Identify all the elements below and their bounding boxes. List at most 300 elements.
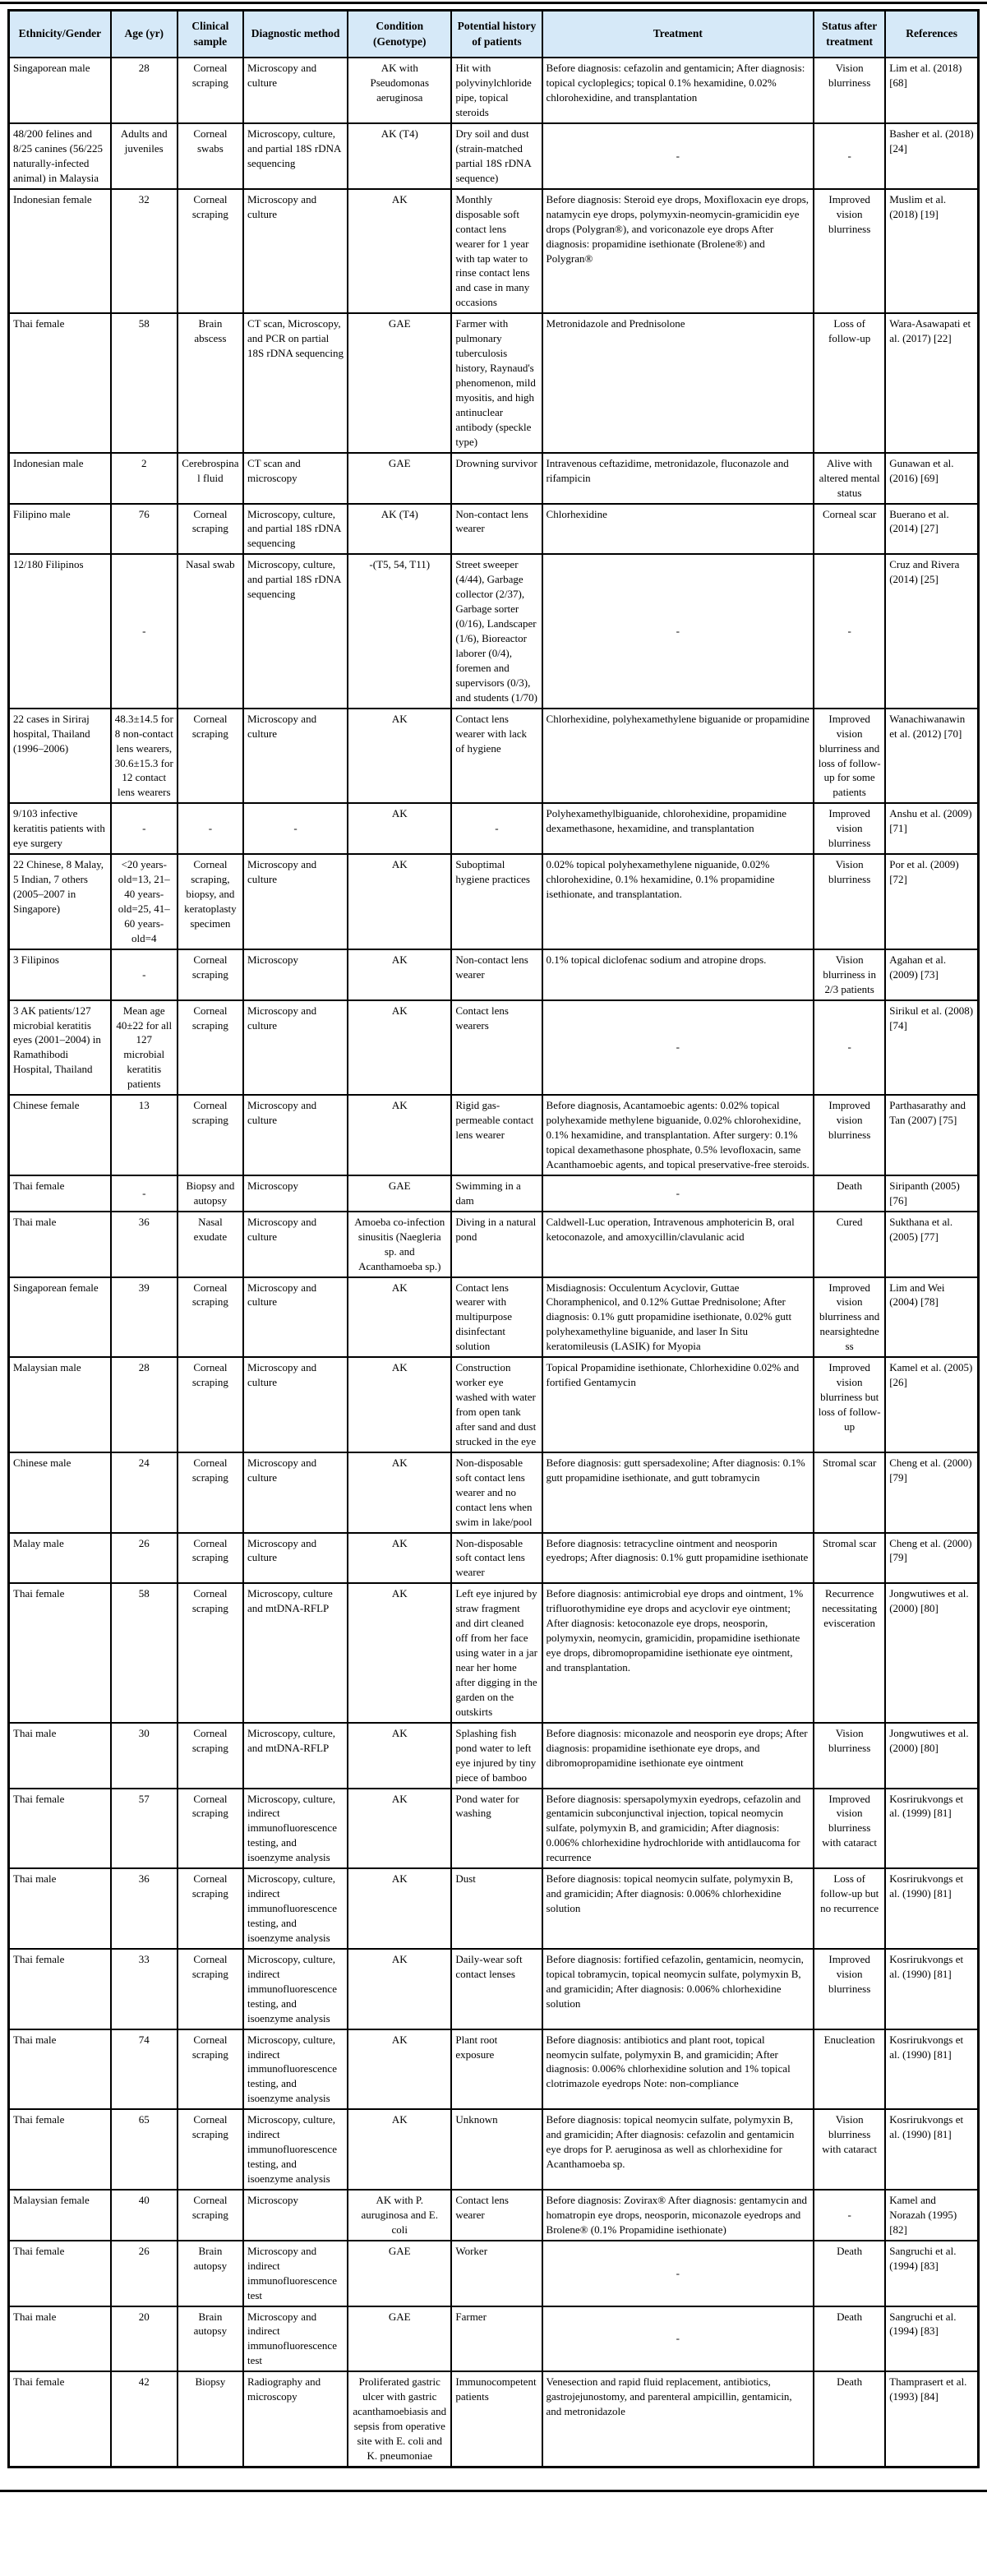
cell-ethnicity-gender: 12/180 Filipinos	[9, 554, 111, 708]
cell-diagnostic-method: CT scan and microscopy	[243, 453, 348, 504]
bottom-rule	[0, 2490, 987, 2492]
cell-condition-genotype: AK	[348, 949, 451, 1000]
cell-status: -	[814, 554, 885, 708]
cell-status: Improved vision blurriness and nearsightedness	[814, 1277, 885, 1358]
cell-reference: Sukthana et al. (2005) [77]	[885, 1212, 978, 1277]
table-row	[9, 2190, 979, 2241]
table-row	[9, 2371, 979, 2467]
cell-patient-history: Diving in a natural pond	[451, 1212, 542, 1277]
cell-treatment: Before diagnosis, Acantamoebic agents: 0.02% topical polyhexamide methylene biguanide, 0.02% chlorohexidine, 0.1% hexamidine, and transplantation. After surgery: 0.1% topical dexamethasone phosphate, 0.5% levofloxacin, same Acanthamoebic agents, and topical preservative-free steroids.	[542, 1095, 814, 1175]
table-row	[9, 2029, 979, 2110]
cell-ethnicity-gender: Thai female	[9, 313, 111, 452]
case-table	[7, 9, 980, 2468]
cell-clinical-sample: Cerebrospinal fluid	[178, 453, 243, 504]
cell-clinical-sample: Biopsy and autopsy	[178, 1175, 243, 1212]
cell-age: 65	[111, 2109, 178, 2190]
cell-patient-history: Construction worker eye washed with water from open tank after sand and dust strucked in the eye	[451, 1357, 542, 1452]
cell-diagnostic-method: Microscopy and indirect immunofluorescence test	[243, 2306, 348, 2372]
cell-treatment: Before diagnosis: antimicrobial eye drops and ointment, 1% trifluorothymidine eye drops and acyclovir eye ointment; After diagnosis: ketoconazole eye drops, neosporin, polymyxin, neomycin, gramicidin, propamidine isethionate eye drops, dibromopropamidine isethionate eye ointment, and transplantation.	[542, 1583, 814, 1722]
cell-patient-history: Non-contact lens wearer	[451, 504, 542, 555]
cell-diagnostic-method: Microscopy	[243, 1175, 348, 1212]
cell-status: -	[814, 2190, 885, 2241]
cell-status: Vision blurriness	[814, 854, 885, 949]
cell-reference: Agahan et al. (2009) [73]	[885, 949, 978, 1000]
cell-reference: Por et al. (2009) [72]	[885, 854, 978, 949]
cell-diagnostic-method: Microscopy and culture	[243, 854, 348, 949]
cell-ethnicity-gender: Chinese female	[9, 1095, 111, 1175]
column-header-treatment: Treatment	[542, 11, 814, 58]
cell-ethnicity-gender: Filipino male	[9, 504, 111, 555]
table-row	[9, 1723, 979, 1789]
cell-patient-history: Hit with polyvinylchloride pipe, topical steroids	[451, 58, 542, 123]
cell-reference: Kosrirukvongs et al. (1999) [81]	[885, 1789, 978, 1869]
cell-age: 36	[111, 1212, 178, 1277]
cell-status: -	[814, 1000, 885, 1096]
cell-diagnostic-method: Microscopy and culture	[243, 1095, 348, 1175]
cell-condition-genotype: AK	[348, 854, 451, 949]
column-header-diagnostic-method: Diagnostic method	[243, 11, 348, 58]
cell-patient-history: Dust	[451, 1868, 542, 1949]
cell-diagnostic-method: Microscopy and culture	[243, 1452, 348, 1533]
cell-reference: Wanachiwanawin et al. (2012) [70]	[885, 709, 978, 804]
cell-clinical-sample: Brain abscess	[178, 313, 243, 452]
cell-age: 32	[111, 189, 178, 314]
cell-reference: Lim et al. (2018) [68]	[885, 58, 978, 123]
cell-ethnicity-gender: 22 Chinese, 8 Malay, 5 Indian, 7 others (2005–2007 in Singapore)	[9, 854, 111, 949]
cell-condition-genotype: AK	[348, 803, 451, 854]
cell-ethnicity-gender: Thai female	[9, 1949, 111, 2029]
cell-diagnostic-method: Microscopy and culture	[243, 1000, 348, 1096]
table-row	[9, 1175, 979, 1212]
cell-treatment: Polyhexamethylbiguanide, chlorohexidine, propamidine dexamethasone, hexamidine, and transplantation	[542, 803, 814, 854]
cell-treatment: Before diagnosis: spersapolymyxin eyedrops, cefazolin and gentamicin subconjunctival injection, topical neomycin sulfate, polymyxin B, and gramicidin; After diagnosis: 0.006% chlorhexidine hydrochloride with antidlaucoma for recurrence	[542, 1789, 814, 1869]
cell-status: Stromal scar	[814, 1452, 885, 1533]
cell-status: Stromal scar	[814, 1533, 885, 1584]
cell-diagnostic-method: Microscopy, culture, and partial 18S rDNA sequencing	[243, 123, 348, 189]
table-row	[9, 313, 979, 452]
cell-treatment: Before diagnosis: tetracycline ointment and neosporin eyedrops; After diagnosis: 0.1% gutt propamidine isethionate	[542, 1533, 814, 1584]
cell-ethnicity-gender: 3 AK patients/127 microbial keratitis eyes (2001–2004) in Ramathibodi Hospital, Thailand	[9, 1000, 111, 1096]
cell-reference: Kosrirukvongs et al. (1990) [81]	[885, 1868, 978, 1949]
cell-condition-genotype: AK	[348, 1095, 451, 1175]
cell-diagnostic-method: Microscopy, culture and mtDNA-RFLP	[243, 1583, 348, 1722]
cell-age: <20 years-old=13, 21–40 years-old=25, 41–60 years-old=4	[111, 854, 178, 949]
cell-status: Vision blurriness	[814, 1723, 885, 1789]
cell-clinical-sample: Corneal scraping	[178, 1452, 243, 1533]
cell-diagnostic-method: Microscopy and culture	[243, 1533, 348, 1584]
cell-clinical-sample: Corneal scraping	[178, 1533, 243, 1584]
cell-patient-history: Contact lens wearers	[451, 1000, 542, 1096]
cell-treatment: Topical Propamidine isethionate, Chlorhexidine 0.02% and fortified Gentamycin	[542, 1357, 814, 1452]
cell-ethnicity-gender: Indonesian female	[9, 189, 111, 314]
cell-reference: Cheng et al. (2000) [79]	[885, 1452, 978, 1533]
cell-status: Vision blurriness in 2/3 patients	[814, 949, 885, 1000]
cell-clinical-sample: Corneal scraping	[178, 2029, 243, 2110]
cell-clinical-sample: Corneal scraping	[178, 1868, 243, 1949]
cell-age: 28	[111, 58, 178, 123]
cell-status: Death	[814, 2306, 885, 2372]
cell-treatment: Caldwell-Luc operation, Intravenous amphotericin B, oral ketoconazole, and amoxycillin/clavulanic acid	[542, 1212, 814, 1277]
cell-status: Death	[814, 1175, 885, 1212]
cell-reference: Thamprasert et al. (1993) [84]	[885, 2371, 978, 2467]
cell-age: 33	[111, 1949, 178, 2029]
cell-patient-history: Contact lens wearer with lack of hygiene	[451, 709, 542, 804]
cell-reference: Cruz and Rivera (2014) [25]	[885, 554, 978, 708]
cell-diagnostic-method: Microscopy, culture, indirect immunofluorescence testing, and isoenzyme analysis	[243, 1868, 348, 1949]
cell-age: 58	[111, 313, 178, 452]
table-row	[9, 1789, 979, 1869]
cell-patient-history: Dry soil and dust (strain-matched partial 18S rDNA sequence)	[451, 123, 542, 189]
cell-clinical-sample: Corneal scraping	[178, 58, 243, 123]
cell-patient-history: Contact lens wearer	[451, 2190, 542, 2241]
table-row	[9, 854, 979, 949]
cell-age: 36	[111, 1868, 178, 1949]
cell-clinical-sample: Brain autopsy	[178, 2241, 243, 2306]
cell-treatment: 0.1% topical diclofenac sodium and atropine drops.	[542, 949, 814, 1000]
cell-reference: Muslim et al. (2018) [19]	[885, 189, 978, 314]
cell-age: 24	[111, 1452, 178, 1533]
cell-reference: Jongwutiwes et al. (2000) [80]	[885, 1723, 978, 1789]
cell-status: Death	[814, 2241, 885, 2306]
cell-ethnicity-gender: Singaporean male	[9, 58, 111, 123]
cell-reference: Sirikul et al. (2008) [74]	[885, 1000, 978, 1096]
cell-ethnicity-gender: Thai male	[9, 1212, 111, 1277]
table-row	[9, 1583, 979, 1722]
cell-clinical-sample: Corneal swabs	[178, 123, 243, 189]
cell-treatment: -	[542, 123, 814, 189]
cell-reference: Siripanth (2005) [76]	[885, 1175, 978, 1212]
table-row	[9, 58, 979, 123]
cell-age: 26	[111, 2241, 178, 2306]
cell-status: Enucleation	[814, 2029, 885, 2110]
table-row	[9, 1277, 979, 1358]
cell-age: 39	[111, 1277, 178, 1358]
cell-patient-history: Drowning survivor	[451, 453, 542, 504]
table-row	[9, 803, 979, 854]
cell-reference: Kosrirukvongs et al. (1990) [81]	[885, 2109, 978, 2190]
cell-ethnicity-gender: Thai female	[9, 1175, 111, 1212]
cell-status: Vision blurriness	[814, 58, 885, 123]
cell-patient-history: Unknown	[451, 2109, 542, 2190]
cell-treatment: -	[542, 554, 814, 708]
cell-patient-history: Suboptimal hygiene practices	[451, 854, 542, 949]
table-row	[9, 1452, 979, 1533]
cell-clinical-sample: Brain autopsy	[178, 2306, 243, 2372]
table-row	[9, 949, 979, 1000]
cell-condition-genotype: AK	[348, 1452, 451, 1533]
cell-reference: Basher et al. (2018) [24]	[885, 123, 978, 189]
cell-status: Loss of follow-up	[814, 313, 885, 452]
top-rule	[0, 2, 987, 4]
cell-diagnostic-method: Microscopy, culture, indirect immunofluorescence testing, and isoenzyme analysis	[243, 1789, 348, 1869]
cell-ethnicity-gender: Singaporean female	[9, 1277, 111, 1358]
cell-clinical-sample: Corneal scraping	[178, 1000, 243, 1096]
column-header-patient-history: Potential history of patients	[451, 11, 542, 58]
cell-treatment: Venesection and rapid fluid replacement, antibiotics, gastrojejunostomy, and parenteral ampicillin, gentamicin, and metronidazole	[542, 2371, 814, 2467]
cell-clinical-sample: Corneal scraping	[178, 2190, 243, 2241]
cell-age: 48.3±14.5 for 8 non-contact lens wearers, 30.6±15.3 for 12 contact lens wearers	[111, 709, 178, 804]
column-header-status: Status after treatment	[814, 11, 885, 58]
table-row	[9, 1357, 979, 1452]
cell-reference: Kosrirukvongs et al. (1990) [81]	[885, 1949, 978, 2029]
cell-treatment: Before diagnosis: Zovirax® After diagnosis: gentamycin and homatropin eye drops, neosporin, miconazole eyedrops and Brolene® (0.1% Propamidine isethionate)	[542, 2190, 814, 2241]
table-row	[9, 1212, 979, 1277]
cell-patient-history: Pond water for washing	[451, 1789, 542, 1869]
cell-patient-history: Farmer	[451, 2306, 542, 2372]
cell-condition-genotype: GAE	[348, 1175, 451, 1212]
cell-reference: Parthasarathy and Tan (2007) [75]	[885, 1095, 978, 1175]
cell-ethnicity-gender: Thai male	[9, 2029, 111, 2110]
cell-age: 57	[111, 1789, 178, 1869]
cell-reference: Lim and Wei (2004) [78]	[885, 1277, 978, 1358]
cell-diagnostic-method: Microscopy	[243, 949, 348, 1000]
cell-condition-genotype: AK (T4)	[348, 123, 451, 189]
cell-condition-genotype: AK	[348, 709, 451, 804]
column-header-ethnicity-gender: Ethnicity/Gender	[9, 11, 111, 58]
cell-status: Improved vision blurriness and loss of follow-up for some patients	[814, 709, 885, 804]
cell-ethnicity-gender: Thai female	[9, 2109, 111, 2190]
cell-condition-genotype: GAE	[348, 453, 451, 504]
cell-clinical-sample: -	[178, 803, 243, 854]
cell-treatment: Before diagnosis: gutt spersadexoline; After diagnosis: 0.1% gutt propamidine isethionate, and gutt tobramycin	[542, 1452, 814, 1533]
cell-condition-genotype: AK	[348, 1723, 451, 1789]
cell-condition-genotype: AK	[348, 1000, 451, 1096]
header-row	[9, 11, 979, 58]
cell-patient-history: Plant root exposure	[451, 2029, 542, 2110]
cell-treatment: Before diagnosis: fortified cefazolin, gentamicin, neomycin, topical tobramycin, topical neomycin sulfate, polymyxin B, and gramicidin; After diagnosis: 0.006% chlorhexidine solution	[542, 1949, 814, 2029]
cell-age: 40	[111, 2190, 178, 2241]
cell-condition-genotype: AK (T4)	[348, 504, 451, 555]
cell-ethnicity-gender: Thai female	[9, 2241, 111, 2306]
table-row	[9, 2241, 979, 2306]
cell-diagnostic-method: Microscopy and culture	[243, 1277, 348, 1358]
cell-treatment: -	[542, 2306, 814, 2372]
cell-clinical-sample: Corneal scraping	[178, 1095, 243, 1175]
cell-reference: Kamel and Norazah (1995) [82]	[885, 2190, 978, 2241]
cell-diagnostic-method: Microscopy and culture	[243, 189, 348, 314]
cell-status: Loss of follow-up but no recurrence	[814, 1868, 885, 1949]
cell-treatment: Metronidazole and Prednisolone	[542, 313, 814, 452]
cell-patient-history: Non-disposable soft contact lens wearer	[451, 1533, 542, 1584]
cell-clinical-sample: Corneal scraping	[178, 709, 243, 804]
cell-treatment: Before diagnosis: topical neomycin sulfate, polymyxin B, and gramicidin; After diagnosis: 0.006% chlorhexidine solution	[542, 1868, 814, 1949]
table-row	[9, 2306, 979, 2372]
cell-patient-history: Street sweeper (4/44), Garbage collector (2/37), Garbage sorter (0/16), Landscaper (1/6), Bioreactor laborer (0/4), foremen and supervisors (0/3), and students (1/70)	[451, 554, 542, 708]
cell-clinical-sample: Corneal scraping	[178, 504, 243, 555]
cell-reference: Sangruchi et al. (1994) [83]	[885, 2241, 978, 2306]
table-row	[9, 709, 979, 804]
cell-status: Improved vision blurriness with cataract	[814, 1789, 885, 1869]
cell-reference: Sangruchi et al. (1994) [83]	[885, 2306, 978, 2372]
cell-clinical-sample: Corneal scraping	[178, 2109, 243, 2190]
table-row	[9, 123, 979, 189]
cell-age: -	[111, 803, 178, 854]
table-row	[9, 504, 979, 555]
column-header-condition-genotype: Condition (Genotype)	[348, 11, 451, 58]
cell-condition-genotype: GAE	[348, 313, 451, 452]
cell-treatment: -	[542, 1000, 814, 1096]
cell-ethnicity-gender: Chinese male	[9, 1452, 111, 1533]
cell-patient-history: Swimming in a dam	[451, 1175, 542, 1212]
cell-ethnicity-gender: 9/103 infective keratitis patients with eye surgery	[9, 803, 111, 854]
cell-treatment: Chlorhexidine	[542, 504, 814, 555]
column-header-reference: References	[885, 11, 978, 58]
cell-age: 42	[111, 2371, 178, 2467]
cell-patient-history: Farmer with pulmonary tuberculosis history, Raynaud's phenomenon, mild myositis, and high antinuclear antibody (speckle type)	[451, 313, 542, 452]
cell-diagnostic-method: Microscopy, culture, and partial 18S rDNA sequencing	[243, 554, 348, 708]
cell-treatment: Before diagnosis: miconazole and neosporin eye drops; After diagnosis: propamidine isethionate eye drops, and dibromopropamidine isethionate eye ointment	[542, 1723, 814, 1789]
cell-clinical-sample: Corneal scraping, biopsy, and keratoplasty specimen	[178, 854, 243, 949]
cell-diagnostic-method: Radiography and microscopy	[243, 2371, 348, 2467]
cell-clinical-sample: Corneal scraping	[178, 1277, 243, 1358]
cell-diagnostic-method: Microscopy, culture, indirect immunofluorescence testing, and isoenzyme analysis	[243, 1949, 348, 2029]
cell-clinical-sample: Corneal scraping	[178, 949, 243, 1000]
cell-diagnostic-method: Microscopy and culture	[243, 58, 348, 123]
cell-condition-genotype: -(T5, 54, T11)	[348, 554, 451, 708]
cell-status: -	[814, 123, 885, 189]
cell-patient-history: Non-contact lens wearer	[451, 949, 542, 1000]
cell-treatment: 0.02% topical polyhexamethylene niguanide, 0.02% chlorohexidine, 0.1% hexamidine, 0.1% propamidine isethionate, and transplantation.	[542, 854, 814, 949]
cell-ethnicity-gender: Thai female	[9, 1583, 111, 1722]
cell-status: Cured	[814, 1212, 885, 1277]
cell-clinical-sample: Nasal exudate	[178, 1212, 243, 1277]
cell-diagnostic-method: Microscopy, culture, and partial 18S rDNA sequencing	[243, 504, 348, 555]
cell-condition-genotype: AK	[348, 189, 451, 314]
cell-treatment: Before diagnosis: topical neomycin sulfate, polymyxin B, and gramicidin; After diagnosis: cefazolin and gentamicin eye drops for P. aeruginosa as well as chlorhexidine for Acanthamoeba sp.	[542, 2109, 814, 2190]
cell-ethnicity-gender: Indonesian male	[9, 453, 111, 504]
cell-age: -	[111, 1175, 178, 1212]
cell-ethnicity-gender: Thai male	[9, 1723, 111, 1789]
cell-ethnicity-gender: 22 cases in Siriraj hospital, Thailand (1996–2006)	[9, 709, 111, 804]
cell-reference: Gunawan et al. (2016) [69]	[885, 453, 978, 504]
cell-patient-history: Monthly disposable soft contact lens wearer for 1 year with tap water to rinse contact lens and case in many occasions	[451, 189, 542, 314]
cell-reference: Kamel et al. (2005) [26]	[885, 1357, 978, 1452]
cell-reference: Kosrirukvongs et al. (1990) [81]	[885, 2029, 978, 2110]
cell-diagnostic-method: Microscopy, culture, indirect immunofluorescence testing, and isoenzyme analysis	[243, 2109, 348, 2190]
table-row	[9, 2109, 979, 2190]
table-header	[9, 11, 979, 58]
cell-patient-history: Splashing fish pond water to left eye injured by tiny piece of bamboo	[451, 1723, 542, 1789]
table-row	[9, 1533, 979, 1584]
cell-diagnostic-method: Microscopy, culture, and mtDNA-RFLP	[243, 1723, 348, 1789]
cell-condition-genotype: AK	[348, 1277, 451, 1358]
cell-diagnostic-method: Microscopy and culture	[243, 1212, 348, 1277]
cell-patient-history: Rigid gas-permeable contact lens wearer	[451, 1095, 542, 1175]
cell-age: 13	[111, 1095, 178, 1175]
cell-age: 30	[111, 1723, 178, 1789]
cell-age: -	[111, 554, 178, 708]
cell-patient-history: -	[451, 803, 542, 854]
cell-age: 26	[111, 1533, 178, 1584]
cell-clinical-sample: Corneal scraping	[178, 189, 243, 314]
cell-age: 74	[111, 2029, 178, 2110]
cell-clinical-sample: Biopsy	[178, 2371, 243, 2467]
table-row	[9, 1868, 979, 1949]
cell-condition-genotype: AK	[348, 1789, 451, 1869]
table-row	[9, 1000, 979, 1096]
cell-patient-history: Worker	[451, 2241, 542, 2306]
cell-clinical-sample: Corneal scraping	[178, 1583, 243, 1722]
cell-status: Improved vision blurriness but loss of follow-up	[814, 1357, 885, 1452]
cell-age: Adults and juveniles	[111, 123, 178, 189]
cell-condition-genotype: AK	[348, 2029, 451, 2110]
cell-reference: Jongwutiwes et al. (2000) [80]	[885, 1583, 978, 1722]
cell-ethnicity-gender: Thai male	[9, 2306, 111, 2372]
cell-patient-history: Left eye injured by straw fragment and dirt cleaned off from her face using water in a jar near her home after digging in the garden on the outskirts	[451, 1583, 542, 1722]
column-header-age: Age (yr)	[111, 11, 178, 58]
cell-status: Improved vision blurriness	[814, 1095, 885, 1175]
cell-condition-genotype: Amoeba co-infection sinusitis (Naegleria sp. and Acanthamoeba sp.)	[348, 1212, 451, 1277]
cell-clinical-sample: Nasal swab	[178, 554, 243, 708]
cell-diagnostic-method: Microscopy and culture	[243, 709, 348, 804]
cell-age: 76	[111, 504, 178, 555]
cell-diagnostic-method: Microscopy, culture, indirect immunofluorescence testing, and isoenzyme analysis	[243, 2029, 348, 2110]
cell-ethnicity-gender: 48/200 felines and 8/25 canines (56/225 naturally-infected animal) in Malaysia	[9, 123, 111, 189]
cell-ethnicity-gender: Malaysian male	[9, 1357, 111, 1452]
table-row	[9, 1949, 979, 2029]
cell-diagnostic-method: Microscopy and culture	[243, 1357, 348, 1452]
cell-ethnicity-gender: Malaysian female	[9, 2190, 111, 2241]
cell-age: 58	[111, 1583, 178, 1722]
table-row	[9, 189, 979, 314]
cell-status: Death	[814, 2371, 885, 2467]
cell-condition-genotype: AK	[348, 1583, 451, 1722]
cell-status: Recurrence necessitating evisceration	[814, 1583, 885, 1722]
table-row	[9, 1095, 979, 1175]
cell-status: Improved vision blurriness	[814, 1949, 885, 2029]
cell-condition-genotype: AK	[348, 1949, 451, 2029]
cell-status: Improved vision blurriness	[814, 189, 885, 314]
cell-clinical-sample: Corneal scraping	[178, 1723, 243, 1789]
table-body	[9, 58, 979, 2467]
cell-age: 20	[111, 2306, 178, 2372]
cell-ethnicity-gender: 3 Filipinos	[9, 949, 111, 1000]
cell-treatment: -	[542, 2241, 814, 2306]
cell-ethnicity-gender: Thai female	[9, 1789, 111, 1869]
cell-clinical-sample: Corneal scraping	[178, 1357, 243, 1452]
cell-treatment: Intravenous ceftazidime, metronidazole, fluconazole and rifampicin	[542, 453, 814, 504]
cell-status: Corneal scar	[814, 504, 885, 555]
cell-treatment: Before diagnosis: Steroid eye drops, Moxifloxacin eye drops, natamycin eye drops, polymyxin-neomycin-gramicidin eye drops (Polygran®), and voriconazole eye drops After diagnosis: propamidine isethionate (Brolene®) and Polygran®	[542, 189, 814, 314]
cell-patient-history: Immunocompetent patients	[451, 2371, 542, 2467]
cell-reference: Anshu et al. (2009) [71]	[885, 803, 978, 854]
cell-treatment: Misdiagnosis: Occulentum Acyclovir, Guttae Choramphenicol, and 0.12% Guttae Prednisolone; After diagnosis: 0.1% gutt propamidine isethionate, 0.02% gutt polyhexamethyline biguanide, and laser In Situ keratomileusis (LASIK) for Myopia	[542, 1277, 814, 1358]
cell-condition-genotype: AK	[348, 1868, 451, 1949]
cell-age: 2	[111, 453, 178, 504]
cell-treatment: Before diagnosis: cefazolin and gentamicin; After diagnosis: topical cycloplegics; topical 0.1% hexamidine, 0.02% chlorohexidine, and transplantation	[542, 58, 814, 123]
cell-ethnicity-gender: Malay male	[9, 1533, 111, 1584]
cell-clinical-sample: Corneal scraping	[178, 1789, 243, 1869]
cell-ethnicity-gender: Thai female	[9, 2371, 111, 2467]
column-header-clinical-sample: Clinical sample	[178, 11, 243, 58]
table-row	[9, 554, 979, 708]
cell-condition-genotype: AK	[348, 1357, 451, 1452]
cell-age: Mean age 40±22 for all 127 microbial keratitis patients	[111, 1000, 178, 1096]
cell-patient-history: Contact lens wearer with multipurpose disinfectant solution	[451, 1277, 542, 1358]
cell-condition-genotype: AK	[348, 1533, 451, 1584]
cell-reference: Wara-Asawapati et al. (2017) [22]	[885, 313, 978, 452]
cell-condition-genotype: Proliferated gastric ulcer with gastric acanthamoebiasis and sepsis from operative site with E. coli and K. pneumoniae	[348, 2371, 451, 2467]
table-row	[9, 453, 979, 504]
cell-reference: Buerano et al. (2014) [27]	[885, 504, 978, 555]
cell-diagnostic-method: Microscopy and indirect immunofluorescence test	[243, 2241, 348, 2306]
cell-status: Improved vision blurriness	[814, 803, 885, 854]
cell-condition-genotype: AK with Pseudomonas aeruginosa	[348, 58, 451, 123]
cell-age: -	[111, 949, 178, 1000]
cell-treatment: -	[542, 1175, 814, 1212]
cell-age: 28	[111, 1357, 178, 1452]
cell-reference: Cheng et al. (2000) [79]	[885, 1533, 978, 1584]
